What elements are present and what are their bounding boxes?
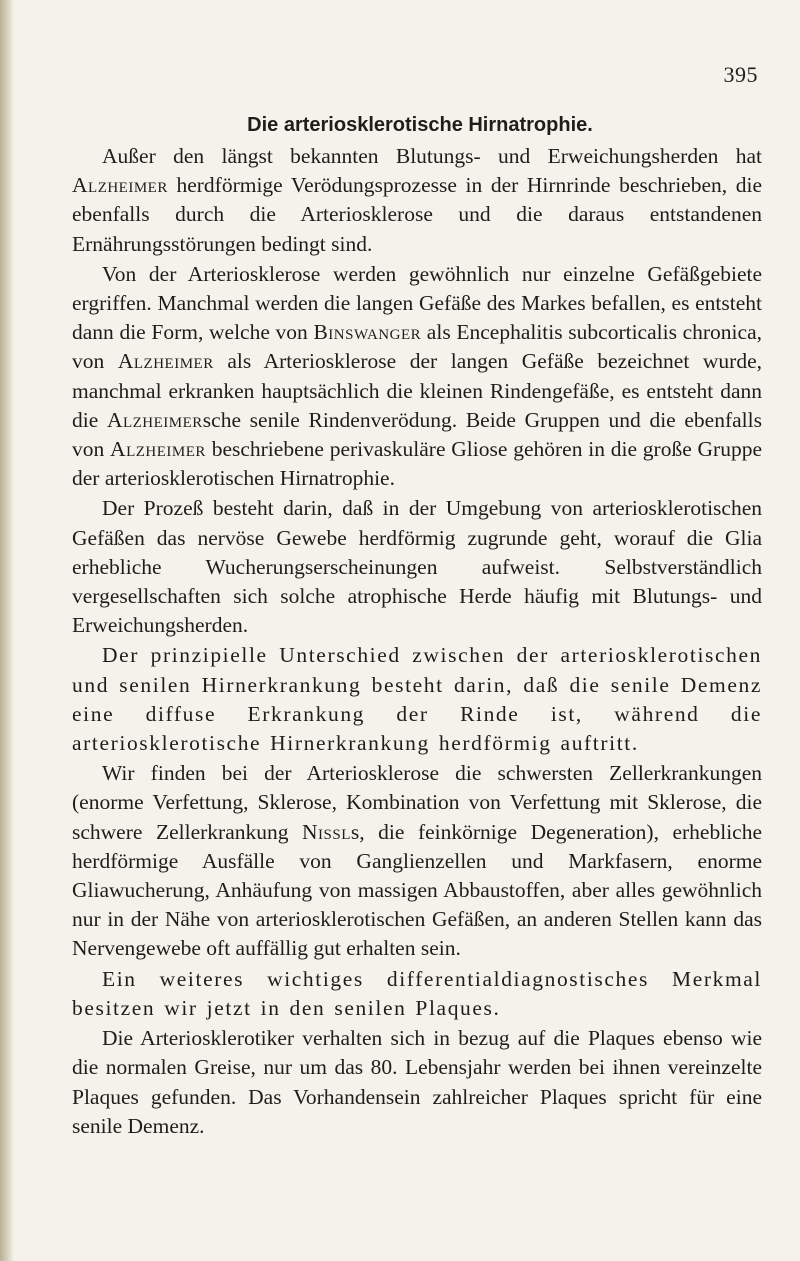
paragraph: [72, 142, 762, 259]
author-name: Alzheimer: [110, 437, 206, 462]
paragraph: [72, 759, 762, 963]
text-run: als Encephalitis subcorticalis chronica, von: [72, 320, 762, 374]
text-run: herdförmige Verödungsprozesse in der Hirnrinde beschrieben, die ebenfalls durch die Arteriosklerose und die daraus entstandenen Ernährungsstörungen bedingt sind.: [72, 173, 762, 256]
paragraph-emphasized: [72, 641, 762, 758]
author-name: Nissl: [302, 819, 351, 844]
body-text: [72, 142, 762, 1141]
text-run: Von der Arteriosklerose werden gewöhnlich nur einzelne Gefäßgebiete ergriffen. Manchmal werden die langen Gefäße des Markes befallen, es entsteht dann die Form, welche von: [72, 261, 762, 345]
text-run: Wir finden bei der Arteriosklerose die schwersten Zellerkrankungen (enorme Verfettung, Sklerose, Kombination von Verfettung mit Sklerose, die schwere Zellerkrankung: [72, 761, 762, 844]
author-name: Alzheimer: [72, 173, 168, 198]
text-run: Der Prozeß besteht darin, daß in der Umgebung von arteriosklerotischen Gefäßen das nervöse Gewebe herdförmig zugrunde geht, worauf die Glia erhebliche Wucherungserscheinungen aufweist. Selbstverständlich vergesellschaften sich solche atrophische Herde häufig mit Blutungs- und Erweichungsherden.: [72, 496, 762, 638]
author-name: Alzheimer: [106, 407, 203, 432]
text-run: Die Arteriosklerotiker verhalten sich in bezug auf die Plaques ebenso wie die normalen Greise, nur um das 80. Lebensjahr werden bei ihnen vereinzelte Plaques gefunden. Das Vorhandensein zahlreicher Plaques spricht für eine senile Demenz.: [72, 1026, 762, 1138]
section-heading: Die arteriosklerotische Hirnatrophie.: [247, 114, 593, 136]
text-run: s, die feinkörnige Degeneration), erhebliche herdförmige Ausfälle von Ganglienzellen und Markfasern, enorme Gliawucherung, Anhäufung von massigen Abbaustoffen, aber alles gewöhnlich nur in der Nähe von arteriosklerotischen Gefäßen, an anderen Stellen kann das Nervengewebe oft auffällig gut erhalten sein.: [72, 819, 762, 961]
author-name: Alzheimer: [117, 349, 214, 374]
text-run: Ein weiteres wichtiges differentialdiagnostisches Merkmal besitzen wir jetzt in den senilen Plaques.: [72, 966, 762, 1020]
text-run: als Arteriosklerose der langen Gefäße bezeichnet wurde, manchmal erkranken hauptsächlich die kleinen Rindengefäße, es entsteht dann die: [72, 349, 763, 432]
page-number: 395: [723, 62, 758, 87]
paragraph: [72, 260, 762, 494]
paragraph: [72, 494, 762, 640]
text-run: Der prinzipielle Unterschied zwischen der arteriosklerotischen und senilen Hirnerkrankung besteht darin, daß die senile Demenz eine diffuse Erkrankung der Rinde ist, während die arteriosklerotische Hirnerkrankung herdförmig auftritt.: [72, 643, 762, 756]
paragraph-emphasized: [72, 965, 762, 1023]
paragraph: [72, 1024, 762, 1141]
text-run: sche senile Rindenverödung. Beide Gruppen und die ebenfalls von: [72, 407, 762, 462]
text-run: beschriebene perivaskuläre Gliose gehören in die große Gruppe der arteriosklerotischen Hirnatrophie.: [72, 437, 763, 491]
author-name: Binswanger: [313, 320, 422, 345]
binding-gutter-shadow: [0, 0, 14, 1261]
text-run: Außer den längst bekannten Blutungs- und Erweichungsherden hat: [102, 144, 762, 168]
